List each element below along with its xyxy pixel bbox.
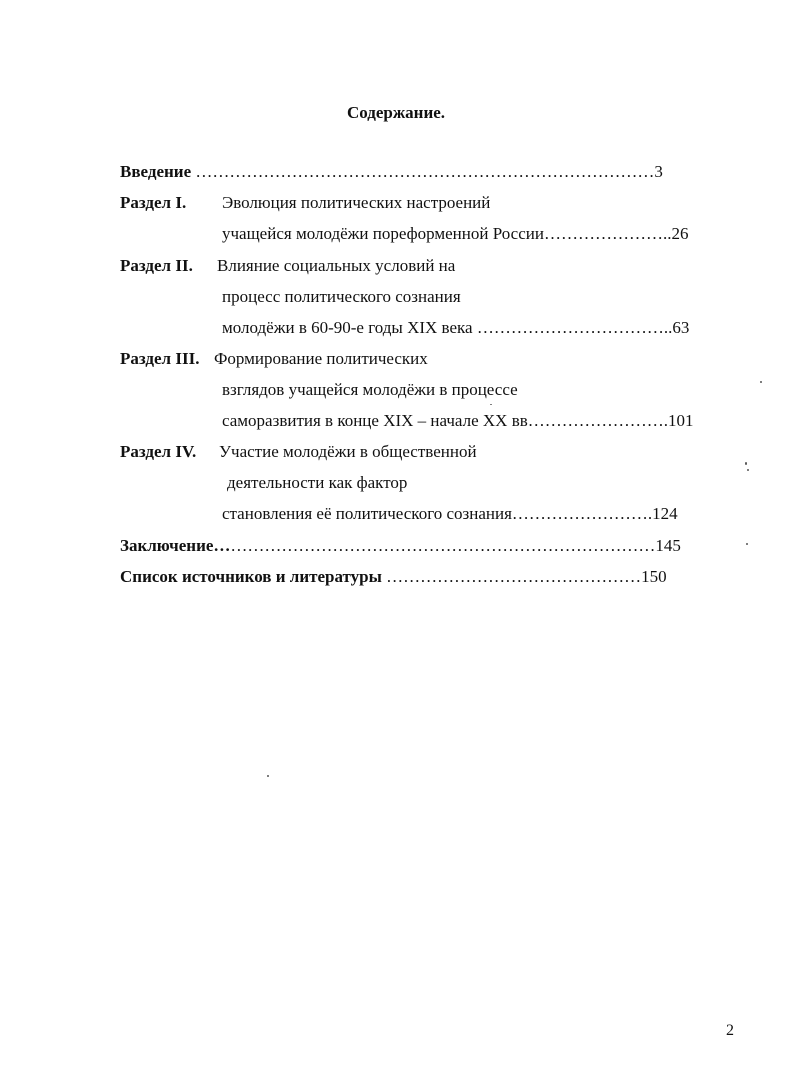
toc-label: Раздел II. — [120, 256, 193, 275]
toc-page-number: 26 — [671, 224, 689, 243]
toc-section-4-title-line-1: Участие молодёжи в общественной — [219, 442, 477, 461]
toc-section-2-title-line-1: Влияние социальных условий на — [217, 256, 456, 275]
toc-entry-section-4 — [120, 442, 196, 462]
scan-speck — [267, 775, 269, 777]
toc-leader-dots: ……………………………………… — [381, 567, 642, 586]
toc-leader-dots: ………………………………………………………………… — [230, 536, 656, 555]
toc-leader-dots: ……………………. — [527, 411, 669, 430]
toc-section-3-title-line-3 — [222, 411, 694, 431]
scan-speck — [745, 462, 747, 465]
toc-leader-dots: …………………………….. — [476, 318, 673, 337]
toc-section-3-title-line-1: Формирование политических — [214, 349, 428, 368]
toc-leader-dots: ……………………………………………………………………… — [191, 162, 655, 181]
scan-speck — [746, 543, 748, 545]
toc-leader-dots: ……………………. — [511, 504, 653, 523]
scan-speck — [760, 381, 762, 383]
toc-label: Раздел I. — [120, 193, 187, 212]
toc-section-2-title-line-3 — [222, 318, 689, 338]
toc-title-text: саморазвития в конце XIX – начале XX вв — [222, 411, 528, 430]
toc-label: Введение — [120, 162, 192, 181]
toc-leader-dots: ………………….. — [543, 224, 672, 243]
toc-title-text: учащейся молодёжи пореформенной России — [222, 224, 544, 243]
toc-title-text: становления её политического сознания — [222, 504, 512, 523]
toc-label: Раздел III. — [120, 349, 200, 368]
toc-entry-sources — [120, 567, 667, 587]
page-title: Содержание. — [346, 103, 446, 122]
page-number: 2 — [726, 1022, 734, 1039]
toc-section-3-title-line-2: взглядов учащейся молодёжи в процессе — [222, 380, 518, 399]
toc-entry-intro — [120, 162, 663, 182]
toc-section-1-title-line-2 — [222, 224, 688, 244]
toc-entry-section-2 — [120, 256, 193, 276]
toc-page-number: 124 — [652, 504, 678, 523]
scan-speck — [747, 469, 749, 471]
toc-entry-section-3 — [120, 349, 199, 369]
toc-entry-conclusion — [120, 536, 681, 556]
toc-page-number: 63 — [672, 318, 690, 337]
toc-title-text: молодёжи в 60-90-е годы XIX века — [222, 318, 477, 337]
toc-section-2-title-line-2: процесс политического сознания — [222, 287, 461, 306]
toc-page-number: 3 — [654, 162, 663, 181]
toc-page-number: 101 — [668, 411, 694, 430]
toc-section-4-title-line-3 — [222, 504, 678, 524]
toc-page-number: 150 — [641, 567, 667, 586]
scan-speck — [490, 404, 492, 405]
toc-label: Раздел IV. — [120, 442, 197, 461]
toc-section-4-title-line-2: деятельности как фактор — [227, 473, 408, 492]
toc-page-number: 145 — [655, 536, 681, 555]
toc-section-1-title-line-1: Эволюция политических настроений — [222, 193, 491, 212]
toc-entry-section-1 — [120, 193, 186, 213]
toc-label: Список источников и литературы — [120, 567, 382, 586]
toc-label: Заключение… — [120, 536, 231, 555]
